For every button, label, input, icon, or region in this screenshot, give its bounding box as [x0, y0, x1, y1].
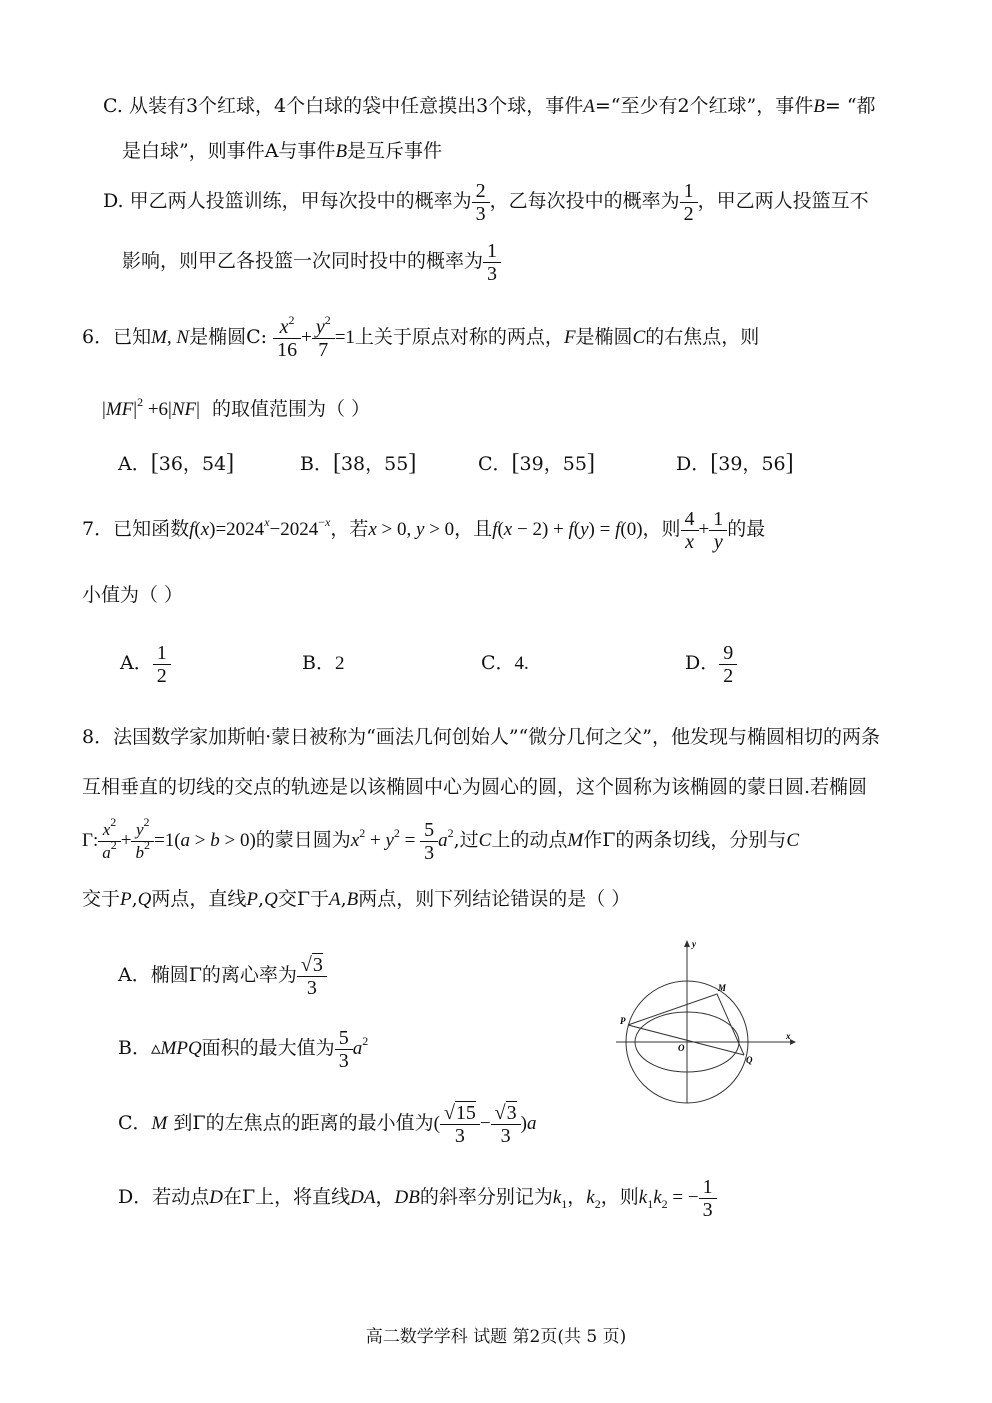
- q5-option-d-line1: D. 甲乙两人投篮训练，甲每次投中的概率为 $\frac{2}{3}$ ，乙每次投中的概率为 $\frac{1}{2}$ ，甲乙两人投篮互不: [103, 179, 869, 225]
- label-p: P: [620, 1016, 626, 1026]
- q6-option-b: B．[38，55]: [300, 450, 417, 476]
- q6-stem-line1: 6．已知M, N是椭圆C: $\frac{x^2}{16}$ + $\frac{y^2}{7}$ =1上关于原点对称的两点，F是椭圆C的右焦点，则: [82, 312, 760, 361]
- q7-stem-line1: 7．已知函数$f(x)=2024^x-2024^{-x}$，若x > 0, y > 0，且f(x − 2) + f(y) = f(0)，则 $\frac{4}{x}$ + $\frac{1}{y}$ 的最: [82, 507, 766, 553]
- y-axis-arrow: [684, 940, 690, 947]
- q6-option-c: C．[39，55]: [478, 450, 595, 476]
- q8-option-d: D．若动点D在Γ上，将直线DA，DB的斜率分别记为$k_1$，$k_2$，则$k_1k_2$ = − $\frac{1}{3}$: [118, 1170, 717, 1225]
- label-x: x: [786, 1031, 791, 1041]
- q5-option-c-line2: 是白球”，则事件A与事件B是互斥事件: [122, 140, 443, 162]
- q5-option-d-line2: 影响，则甲乙各投篮一次同时投中的概率为 $\frac{1}{3}$: [122, 236, 501, 286]
- q8-option-c: C．M 到Γ的左焦点的距离的最小值为( $\frac{√15}{3}$ − $\frac{√3}{3}$ )a: [118, 1102, 537, 1147]
- label-o: O: [678, 1043, 685, 1053]
- q8-stem-line1: 8．法国数学家加斯帕·蒙日被称为“画法几何创始人”“微分几何之父”，他发现与椭圆相切的两条: [82, 726, 880, 748]
- q5-option-c-line1: C. 从装有3个红球，4个白球的袋中任意摸出3个球，事件A=“至少有2个红球”，事件B= “都: [103, 95, 876, 117]
- q8-stem-line4: 交于P,Q两点，直线P,Q交Γ于A,B两点，则下列结论错误的是（ ）: [82, 888, 631, 910]
- label-q: Q: [746, 1055, 753, 1065]
- q8-stem-line3: Γ: $\frac{x^2}{a^2}$ + $\frac{y^2}{b^2}$ =1(a > b > 0)的蒙日圆为$x^2 + y^2$ = $\frac{5}{3}$ $a^2$,过C上的动点M作Γ的两条切线，分别与C: [82, 814, 800, 864]
- q7-option-b: B．2: [302, 652, 345, 674]
- monge-circle-figure: [608, 935, 798, 1105]
- q7-stem-line2: 小值为（ ）: [82, 584, 184, 606]
- q8-option-a: A．椭圆Γ的离心率为 $\frac{√3}{3}$: [118, 946, 327, 1004]
- q8-option-b: B．▵MPQ面积的最大值为 $\frac{5}{3}$ $a^2$: [118, 1026, 369, 1072]
- q7-option-c: C．4.: [481, 652, 529, 674]
- line-pq: [628, 1025, 744, 1055]
- q6-stem-line2: $|MF|^2 +6|NF|$ 的取值范围为（ ）: [102, 395, 371, 420]
- label-y: y: [692, 939, 696, 949]
- x-axis-arrow: [790, 1039, 796, 1045]
- q6-option-d: D．[39，56]: [676, 450, 794, 476]
- label-m: M: [718, 983, 727, 993]
- q8-stem-line2: 互相垂直的切线的交点的轨迹是以该椭圆中心为圆心的圆，这个圆称为该椭圆的蒙日圆.若椭圆: [82, 776, 868, 798]
- page-footer: 高二数学学科 试题 第2页(共 5 页): [365, 1327, 627, 1347]
- q7-option-a: A． $\frac{1}{2}$: [120, 638, 171, 688]
- q7-option-d: D． $\frac{9}{2}$: [685, 638, 737, 688]
- q6-option-a: A．[36，54]: [118, 450, 235, 476]
